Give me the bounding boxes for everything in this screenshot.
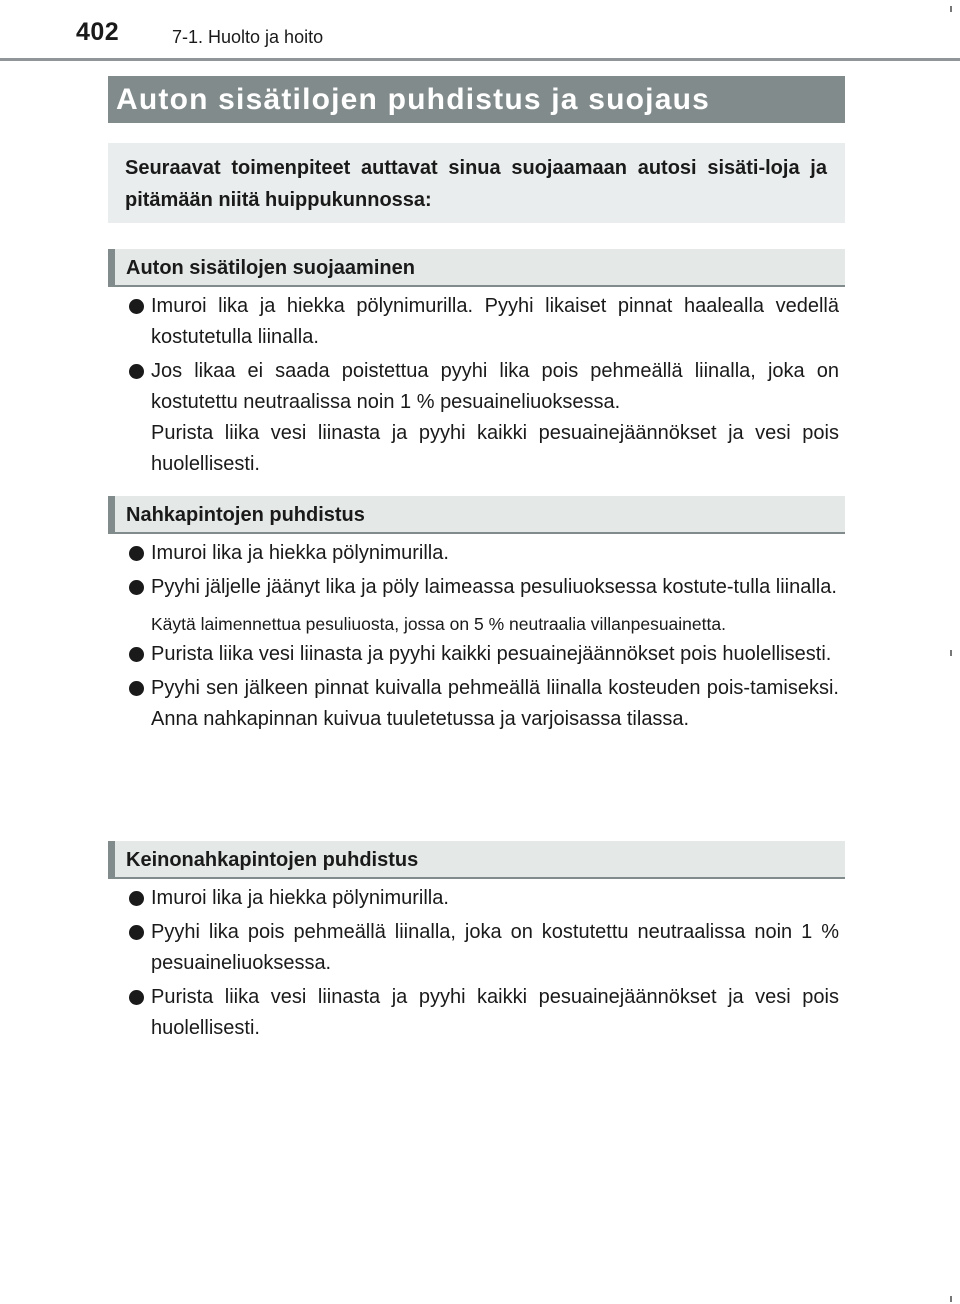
item-note: Käytä laimennettua pesuliuosta, jossa on 5 % neutraalia villanpesuainetta. — [151, 614, 726, 634]
item-text: Pyyhi lika pois pehmeällä liinalla, joka on kostutettu neutraalissa noin 1 % pesuaineliuoksessa. — [151, 921, 839, 974]
bullet-icon — [129, 925, 144, 940]
section-body-leather-cleaning — [129, 538, 839, 738]
page-header — [0, 0, 960, 62]
bullet-icon — [129, 299, 144, 314]
bullet-icon — [129, 891, 144, 906]
item-text: Imuroi lika ja hiekka pölynimurilla. — [151, 887, 449, 909]
item-text: Pyyhi jäljelle jäänyt lika ja pöly laimeassa pesuliuoksessa kostute-tulla liinalla. — [151, 576, 837, 598]
bullet-icon — [129, 647, 144, 662]
list-item — [129, 883, 839, 914]
section-heading-artificial-leather-cleaning: Keinonahkapintojen puhdistus — [108, 841, 845, 879]
list-item — [129, 356, 839, 480]
item-text: Pyyhi sen jälkeen pinnat kuivalla pehmeällä liinalla kosteuden pois-tamiseksi. Anna nahkapinnan kuivua tuuletetussa ja varjoisassa tilassa. — [151, 677, 839, 730]
section-heading-interior-protection: Auton sisätilojen suojaaminen — [108, 249, 845, 287]
section-body-artificial-leather-cleaning — [129, 883, 839, 1047]
crop-mark — [950, 1296, 952, 1302]
crop-mark — [950, 6, 952, 12]
item-text: Imuroi lika ja hiekka pölynimurilla. — [151, 542, 449, 564]
item-text: Imuroi lika ja hiekka pölynimurilla. Pyyhi likaiset pinnat haalealla vedellä kostutetulla liinalla. — [151, 295, 839, 348]
section-heading-leather-cleaning: Nahkapintojen puhdistus — [108, 496, 845, 534]
list-item — [129, 982, 839, 1044]
page-title: Auton sisätilojen puhdistus ja suojaus — [108, 76, 845, 123]
list-item — [129, 291, 839, 353]
section-body-interior-protection — [129, 291, 839, 483]
section-label: 7-1. Huolto ja hoito — [172, 27, 324, 47]
list-item — [129, 639, 839, 670]
bullet-icon — [129, 990, 144, 1005]
bullet-icon — [129, 546, 144, 561]
list-item — [129, 917, 839, 979]
page-number: 402 — [76, 18, 120, 46]
list-item — [129, 538, 839, 569]
item-text: Purista liika vesi liinasta ja pyyhi kaikki pesuainejäännökset pois huolellisesti. — [151, 643, 832, 665]
intro-box: Seuraavat toimenpiteet auttavat sinua suojaamaan autosi sisäti-loja ja pitämään niitä huippukunnossa: — [108, 143, 845, 223]
item-text: Jos likaa ei saada poistettua pyyhi lika pois pehmeällä liinalla, joka on kostutettu neutraalissa noin 1 % pesuaineliuoksessa. — [151, 360, 839, 413]
bullet-icon — [129, 681, 144, 696]
header-rule — [0, 58, 960, 61]
list-item — [129, 572, 839, 603]
item-text: Purista liika vesi liinasta ja pyyhi kaikki pesuainejäännökset ja vesi pois huolellisesti. — [151, 422, 839, 475]
bullet-icon — [129, 364, 144, 379]
item-text: Purista liika vesi liinasta ja pyyhi kaikki pesuainejäännökset ja vesi pois huolellisesti. — [151, 986, 839, 1039]
list-item — [129, 673, 839, 735]
bullet-icon — [129, 580, 144, 595]
crop-mark — [950, 650, 952, 656]
